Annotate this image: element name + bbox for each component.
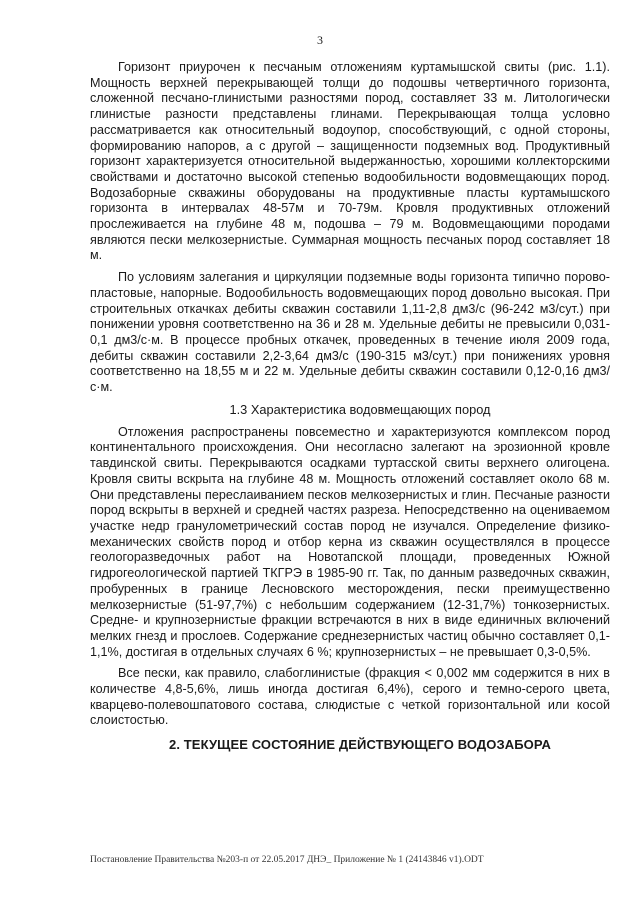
paragraph-sands: Все пески, как правило, слабоглинистые (фракция < 0,002 мм содержится в них в количестве 4,8-5,6%, лишь иногда достигая 6,4%), серого и темно-серого цвета, кварцево-полевошпатового состава, слюдистые с четкой горизонтальной или косой слоистостью.	[90, 666, 610, 728]
page-footer: Постановление Правительства №203-п от 22.05.2017 ДНЭ_ Приложение № 1 (24143846 v1).ODT	[90, 855, 484, 865]
paragraph-horizon: Горизонт приурочен к песчаным отложениям куртамышской свиты (рис. 1.1). Мощность верхней перекрывающей толщи до подошвы четвертичного горизонта, сложенной песчано-глинистыми разностями пород, составляет 33 м. Литологически глинистые разности представлены глинами. Перекрывающая толща условно рассматривается как относительный водоупор, способствующий, с одной стороны, формированию напоров, а с другой – защищенности подземных вод. Продуктивный горизонт характеризуется относительной выдержанностью, хорошими коллекторскими свойствами и достаточно высокой степенью водообильности водовмещающих пород. Водозаборные скважины оборудованы на продуктивные пласты куртамышского горизонта в интервалах 48-57м и 70-79м. Кровля продуктивных отложений прослеживается на глубине 48 м, подошва – 79 м. Водовмещающими породами являются пески мелкозернистые. Суммарная мощность песчаных пород составляет 18 м.	[90, 60, 610, 263]
subheading-aquifer-rocks: 1.3 Характеристика водовмещающих пород	[229, 401, 491, 417]
section-heading-current-state: 2. ТЕКУЩЕЕ СОСТОЯНИЕ ДЕЙСТВУЮЩЕГО ВОДОЗАБОРА	[169, 737, 551, 753]
paragraph-deposits: Отложения распространены повсеместно и характеризуются комплексом пород континентального происхождения. Они несогласно залегают на эрозионной кровле тавдинской свиты. Перекрываются осадками туртасской свиты верхнего олигоцена. Кровля свиты вскрыта на глубине 48 м. Мощность отложений составляет около 68 м. Они представлены переслаиванием песков мелкозернистых и глин. Песчаные разности пород вскрыты в верхней и средней частях разреза. Непосредственно на оцениваемом участке недр гранулометрический состав пород не изучался. Определение физико-механических свойств пород и отбор керна из скважин осуществлялся в процессе геологоразведочных работ на Новотапской площади, проведенных Южной гидрогеологической партией ТКГРЭ в 1985-90 гг. Так, по данным разведочных скважин, пробуренных в границе Лесновского месторождения, пески преимущественно мелкозернистые (51-97,7%) с небольшим содержанием (12-31,7%) тонкозернистых. Средне- и крупнозернистые фракции встречаются в них в виде единичных включений мелких гнезд и прослоев. Содержание среднезернистых частиц обычно составляет 0,1-1,1%, достигая в отдельных случаях 6 %; крупнозернистых – не превышает 0,3-0,5%.	[90, 424, 610, 659]
paragraph-conditions: По условиям залегания и циркуляции подземные воды горизонта типично порово-пластовые, напорные. Водообильность водовмещающих пород довольно высокая. При строительных откачках дебиты скважин составили 1,11-2,8 дм3/с (96-242 м3/сут.) при понижении уровня соответственно на 36 и 28 м. Удельные дебиты не превысили 0,031-0,1 дм3/с·м. В процессе пробных откачек, проведенных в течение июля 2009 года, дебиты скважин составили 2,2-3,64 дм3/с (190-315 м3/сут.) при понижениях уровня соответственно на 18,55 м и 22 м. Удельные дебиты скважин составили 0,12-0,16 дм3/с·м.	[90, 270, 610, 395]
document-body	[90, 60, 610, 753]
page-number: 3	[317, 33, 323, 47]
